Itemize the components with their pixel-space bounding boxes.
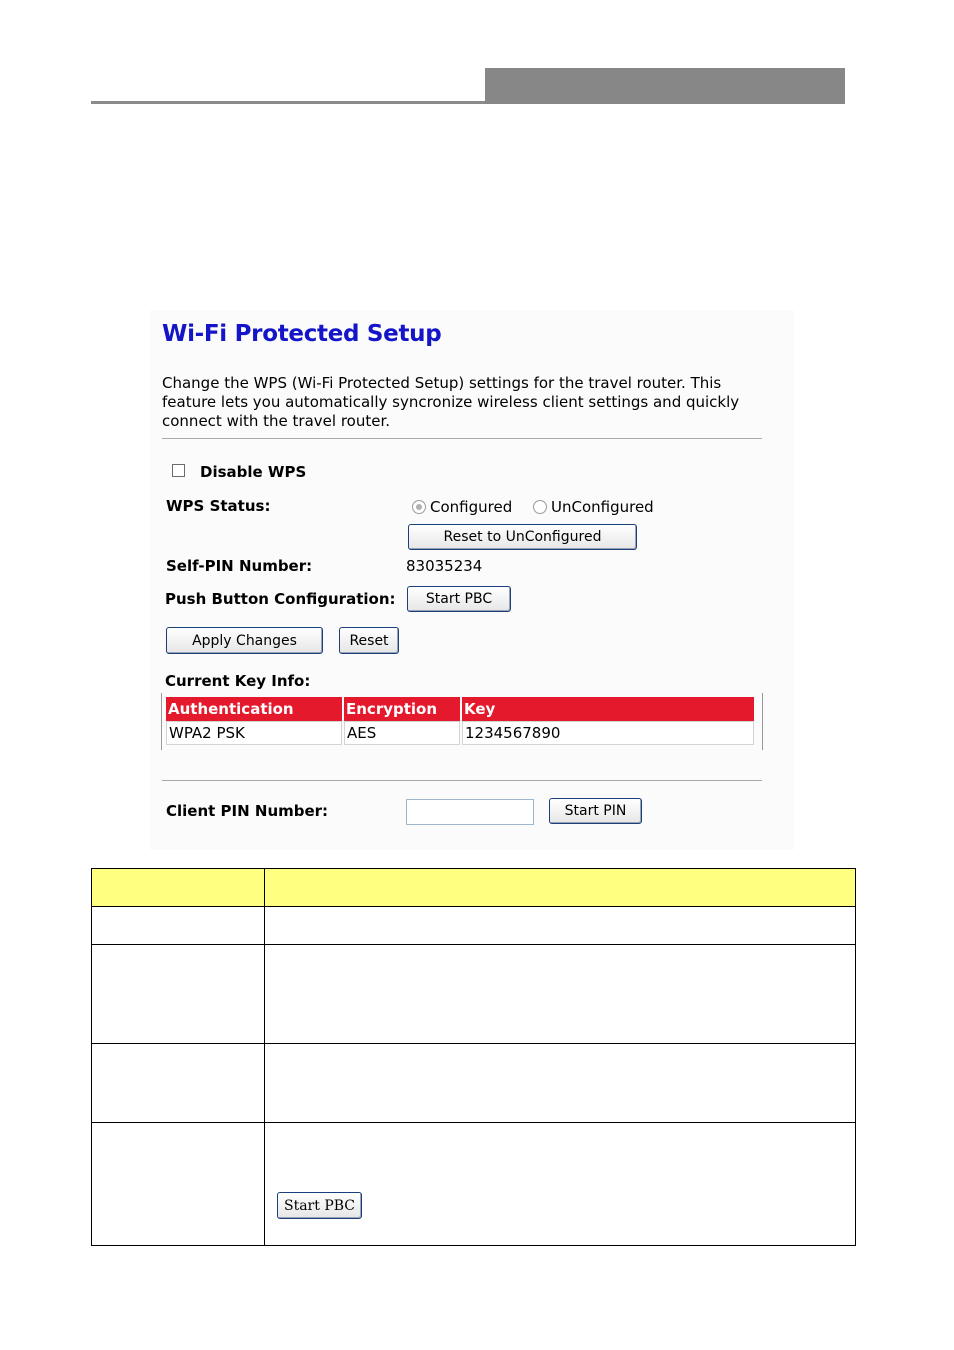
reset-unconfigured-button[interactable]: Reset to UnConfigured [408,524,637,550]
table-cell [92,907,265,945]
table-cell [265,907,856,945]
radio-configured[interactable] [412,500,426,514]
table-row [92,907,856,945]
apply-changes-button[interactable]: Apply Changes [166,627,323,654]
wps-status-label: WPS Status: [166,497,271,515]
header-cell [92,869,265,907]
header-encryption: Encryption [344,697,460,721]
radio-configured-label: Configured [430,498,513,516]
disable-wps-checkbox[interactable] [172,464,185,477]
pbc-label: Push Button Configuration: [165,590,396,608]
radio-unconfigured[interactable] [533,500,547,514]
self-pin-label: Self-PIN Number: [166,557,313,575]
header-key: Key [462,697,754,721]
table-row [92,1044,856,1123]
key-table-header [166,697,754,721]
divider [162,780,762,781]
table-row [166,721,754,745]
table-cell [265,1044,856,1123]
disable-wps-label: Disable WPS [200,463,307,481]
start-pin-button[interactable]: Start PIN [549,798,642,824]
table-row [92,1123,856,1246]
header-rule [91,101,485,104]
key-info-table [164,697,756,745]
current-key-label: Current Key Info: [165,672,311,690]
self-pin-value: 83035234 [406,557,483,575]
cell-key: 1234567890 [462,721,754,745]
table-header-row [92,869,856,907]
client-pin-label: Client PIN Number: [166,802,329,820]
description-table [91,868,856,1246]
header-cell [265,869,856,907]
start-pbc-button[interactable]: Start PBC [407,586,511,612]
page-title: Wi-Fi Protected Setup [162,321,442,347]
divider [162,438,762,439]
table-cell [265,1123,856,1246]
radio-unconfigured-label: UnConfigured [551,498,654,516]
header-bar [485,68,845,104]
header-authentication: Authentication [166,697,342,721]
page-description: Change the WPS (Wi-Fi Protected Setup) settings for the travel router. This feature lets you automatically syncronize wireless client settings and quickly connect with the travel router. [162,374,740,430]
table-cell [92,1044,265,1123]
reset-button[interactable]: Reset [339,627,399,654]
doc-start-pbc-button[interactable]: Start PBC [277,1192,362,1219]
cell-encryption: AES [344,721,460,745]
table-row [92,945,856,1044]
cell-authentication: WPA2 PSK [166,721,342,745]
table-cell [92,1123,265,1246]
table-cell [265,945,856,1044]
table-cell [92,945,265,1044]
client-pin-input[interactable] [406,799,534,825]
